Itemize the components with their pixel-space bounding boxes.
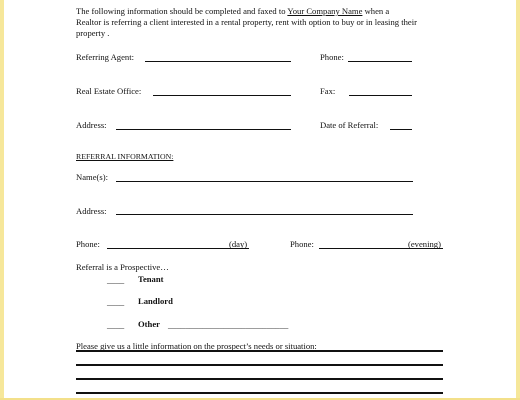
fax-field[interactable] [349,95,412,96]
page-border-right [516,0,520,400]
fax-label: Fax: [320,86,336,96]
agent-phone-field[interactable] [348,61,412,62]
client-names-label: Name(s): [76,172,108,182]
needs-line-2[interactable] [76,364,443,366]
intro-text: The following information should be completed and faxed to [76,6,288,16]
office-address-label: Address: [76,120,107,130]
client-address-field[interactable] [116,214,413,215]
intro-text-end: when a [362,6,390,16]
landlord-option: Landlord [138,296,173,306]
date-of-referral-field[interactable] [390,129,412,130]
needs-prompt: Please give us a little information on the prospect’s needs or situation: [76,341,317,351]
client-day-phone-field[interactable] [107,248,249,249]
real-estate-office-label: Real Estate Office: [76,86,142,96]
office-address-field[interactable] [116,129,291,130]
other-blank[interactable]: ____ [107,320,125,330]
tenant-option: Tenant [138,274,164,284]
landlord-blank[interactable]: ____ [107,297,125,307]
page-border-left [0,0,4,400]
tenant-blank[interactable]: ____ [107,275,125,285]
needs-line-1[interactable] [76,350,443,352]
client-address-label: Address: [76,206,107,216]
client-names-field[interactable] [116,181,413,182]
intro-line-2: Realtor is referring a client interested in a rental property, rent with option to buy or in leasing their [76,17,417,27]
day-label: (day) [229,239,248,249]
needs-line-3[interactable] [76,378,443,380]
other-option: Other [138,319,160,329]
needs-line-4[interactable] [76,392,443,394]
client-day-phone-label: Phone: [76,239,100,249]
real-estate-office-field[interactable] [153,95,291,96]
company-name: Your Company Name [287,6,363,16]
intro-line-3: property . [76,28,110,38]
intro-line-1 [76,6,389,16]
evening-label: (evening) [408,239,441,249]
referring-agent-field[interactable] [145,61,291,62]
agent-phone-label: Phone: [320,52,344,62]
prospective-heading: Referral is a Prospective… [76,262,169,272]
client-evening-phone-label: Phone: [290,239,314,249]
other-specify-field[interactable]: ____________________________ [168,320,289,330]
referral-information-heading: REFERRAL INFORMATION: [76,152,174,161]
referring-agent-label: Referring Agent: [76,52,134,62]
date-of-referral-label: Date of Referral: [320,120,379,130]
